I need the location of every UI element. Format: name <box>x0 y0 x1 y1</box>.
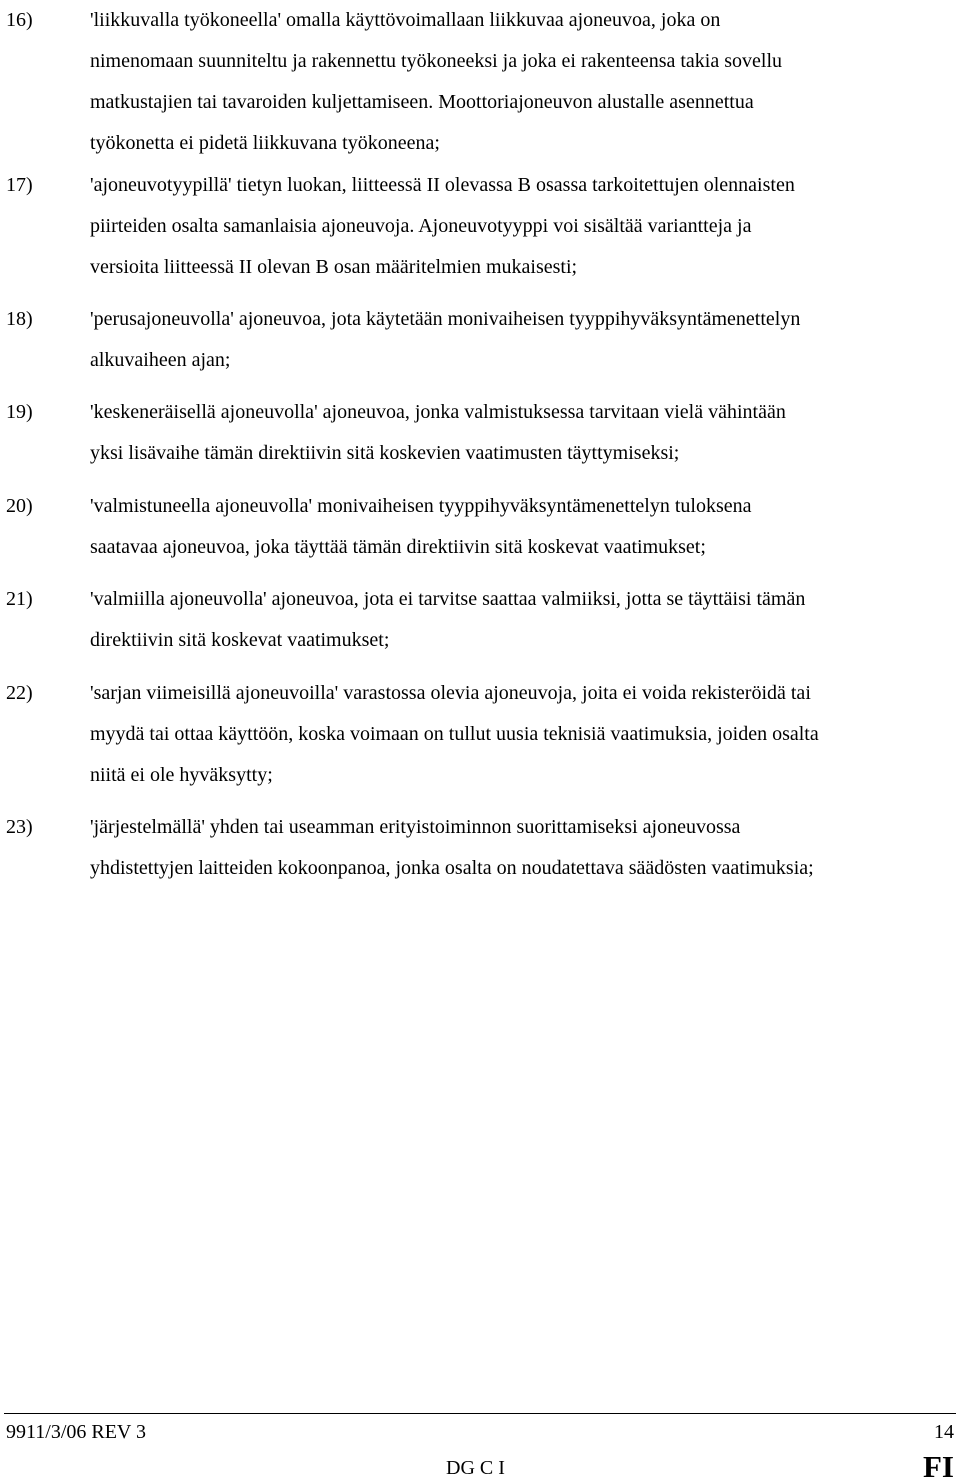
definition-line: piirteiden osalta samanlaisia ajoneuvoja. Ajoneuvotyyppi voi sisältää variantteja ja <box>90 215 752 237</box>
definition-number: 22) <box>6 682 33 704</box>
definition-19 <box>0 392 960 474</box>
definition-number: 20) <box>6 495 33 517</box>
definition-line: yhdistettyjen laitteiden kokoonpanoa, jonka osalta on noudatettava säädösten vaatimuksia; <box>90 857 814 879</box>
definition-18 <box>0 299 960 381</box>
definition-text <box>90 0 940 164</box>
definition-line: direktiivin sitä koskevat vaatimukset; <box>90 629 390 651</box>
definition-line: saatavaa ajoneuvoa, joka täyttää tämän direktiivin sitä koskevat vaatimukset; <box>90 536 706 558</box>
definition-number: 19) <box>6 401 33 423</box>
definition-16 <box>0 0 960 164</box>
definition-line: 'valmistuneella ajoneuvolla' monivaiheisen tyyppihyväksyntämenettelyn tuloksena <box>90 495 752 517</box>
definition-number: 23) <box>6 816 33 838</box>
definition-line: myydä tai ottaa käyttöön, koska voimaan on tullut uusia teknisiä vaatimuksia, joiden osalta <box>90 723 819 745</box>
department-code: DG C I <box>446 1457 505 1479</box>
definition-line: 'järjestelmällä' yhden tai useamman erityistoiminnon suorittamiseksi ajoneuvossa <box>90 816 741 838</box>
definition-22 <box>0 673 960 796</box>
definition-line: 'valmiilla ajoneuvolla' ajoneuvoa, jota ei tarvitse saattaa valmiiksi, jotta se täyttäisi tämän <box>90 588 806 610</box>
definition-text <box>90 673 940 796</box>
definition-text <box>90 299 940 381</box>
definition-line: nimenomaan suunniteltu ja rakennettu työkoneeksi ja joka ei rakenteensa takia sovellu <box>90 50 783 72</box>
definition-number: 17) <box>6 174 33 196</box>
definition-text <box>90 807 940 889</box>
definition-text <box>90 165 940 288</box>
definition-line: yksi lisävaihe tämän direktiivin sitä koskevien vaatimusten täyttymiseksi; <box>90 442 680 464</box>
definition-line: 'liikkuvalla työkoneella' omalla käyttövoimallaan liikkuvaa ajoneuvoa, joka on <box>90 9 721 31</box>
definition-23 <box>0 807 960 889</box>
definition-21 <box>0 579 960 661</box>
definition-line: työkonetta ei pidetä liikkuvana työkoneena; <box>90 132 440 154</box>
definition-line: niitä ei ole hyväksytty; <box>90 764 273 786</box>
definition-line: alkuvaiheen ajan; <box>90 349 231 371</box>
definition-line: 'sarjan viimeisillä ajoneuvoilla' varastossa olevia ajoneuvoja, joita ei voida rekisteröidä tai <box>90 682 811 704</box>
definition-text <box>90 392 940 474</box>
definition-line: versioita liitteessä II olevan B osan määritelmien mukaisesti; <box>90 256 578 278</box>
language-code: FI <box>923 1449 954 1484</box>
definition-number: 16) <box>6 9 33 31</box>
definition-line: 'perusajoneuvolla' ajoneuvoa, jota käytetään monivaiheisen tyyppihyväksyntämenettelyn <box>90 308 801 330</box>
definition-text <box>90 579 940 661</box>
definition-17 <box>0 165 960 288</box>
footer-divider <box>4 1413 956 1414</box>
definition-20 <box>0 486 960 568</box>
definition-line: 'keskeneräisellä ajoneuvolla' ajoneuvoa, jonka valmistuksessa tarvitaan vielä vähintään <box>90 401 786 423</box>
definition-number: 18) <box>6 308 33 330</box>
page-number: 14 <box>934 1421 954 1443</box>
document-reference: 9911/3/06 REV 3 <box>6 1421 147 1443</box>
definition-line: matkustajien tai tavaroiden kuljettamiseen. Moottoriajoneuvon alustalle asennettua <box>90 91 754 113</box>
definition-text <box>90 486 940 568</box>
definition-number: 21) <box>6 588 33 610</box>
definition-line: 'ajoneuvotyypillä' tietyn luokan, liitteessä II olevassa B osassa tarkoitettujen olennaisten <box>90 174 795 196</box>
